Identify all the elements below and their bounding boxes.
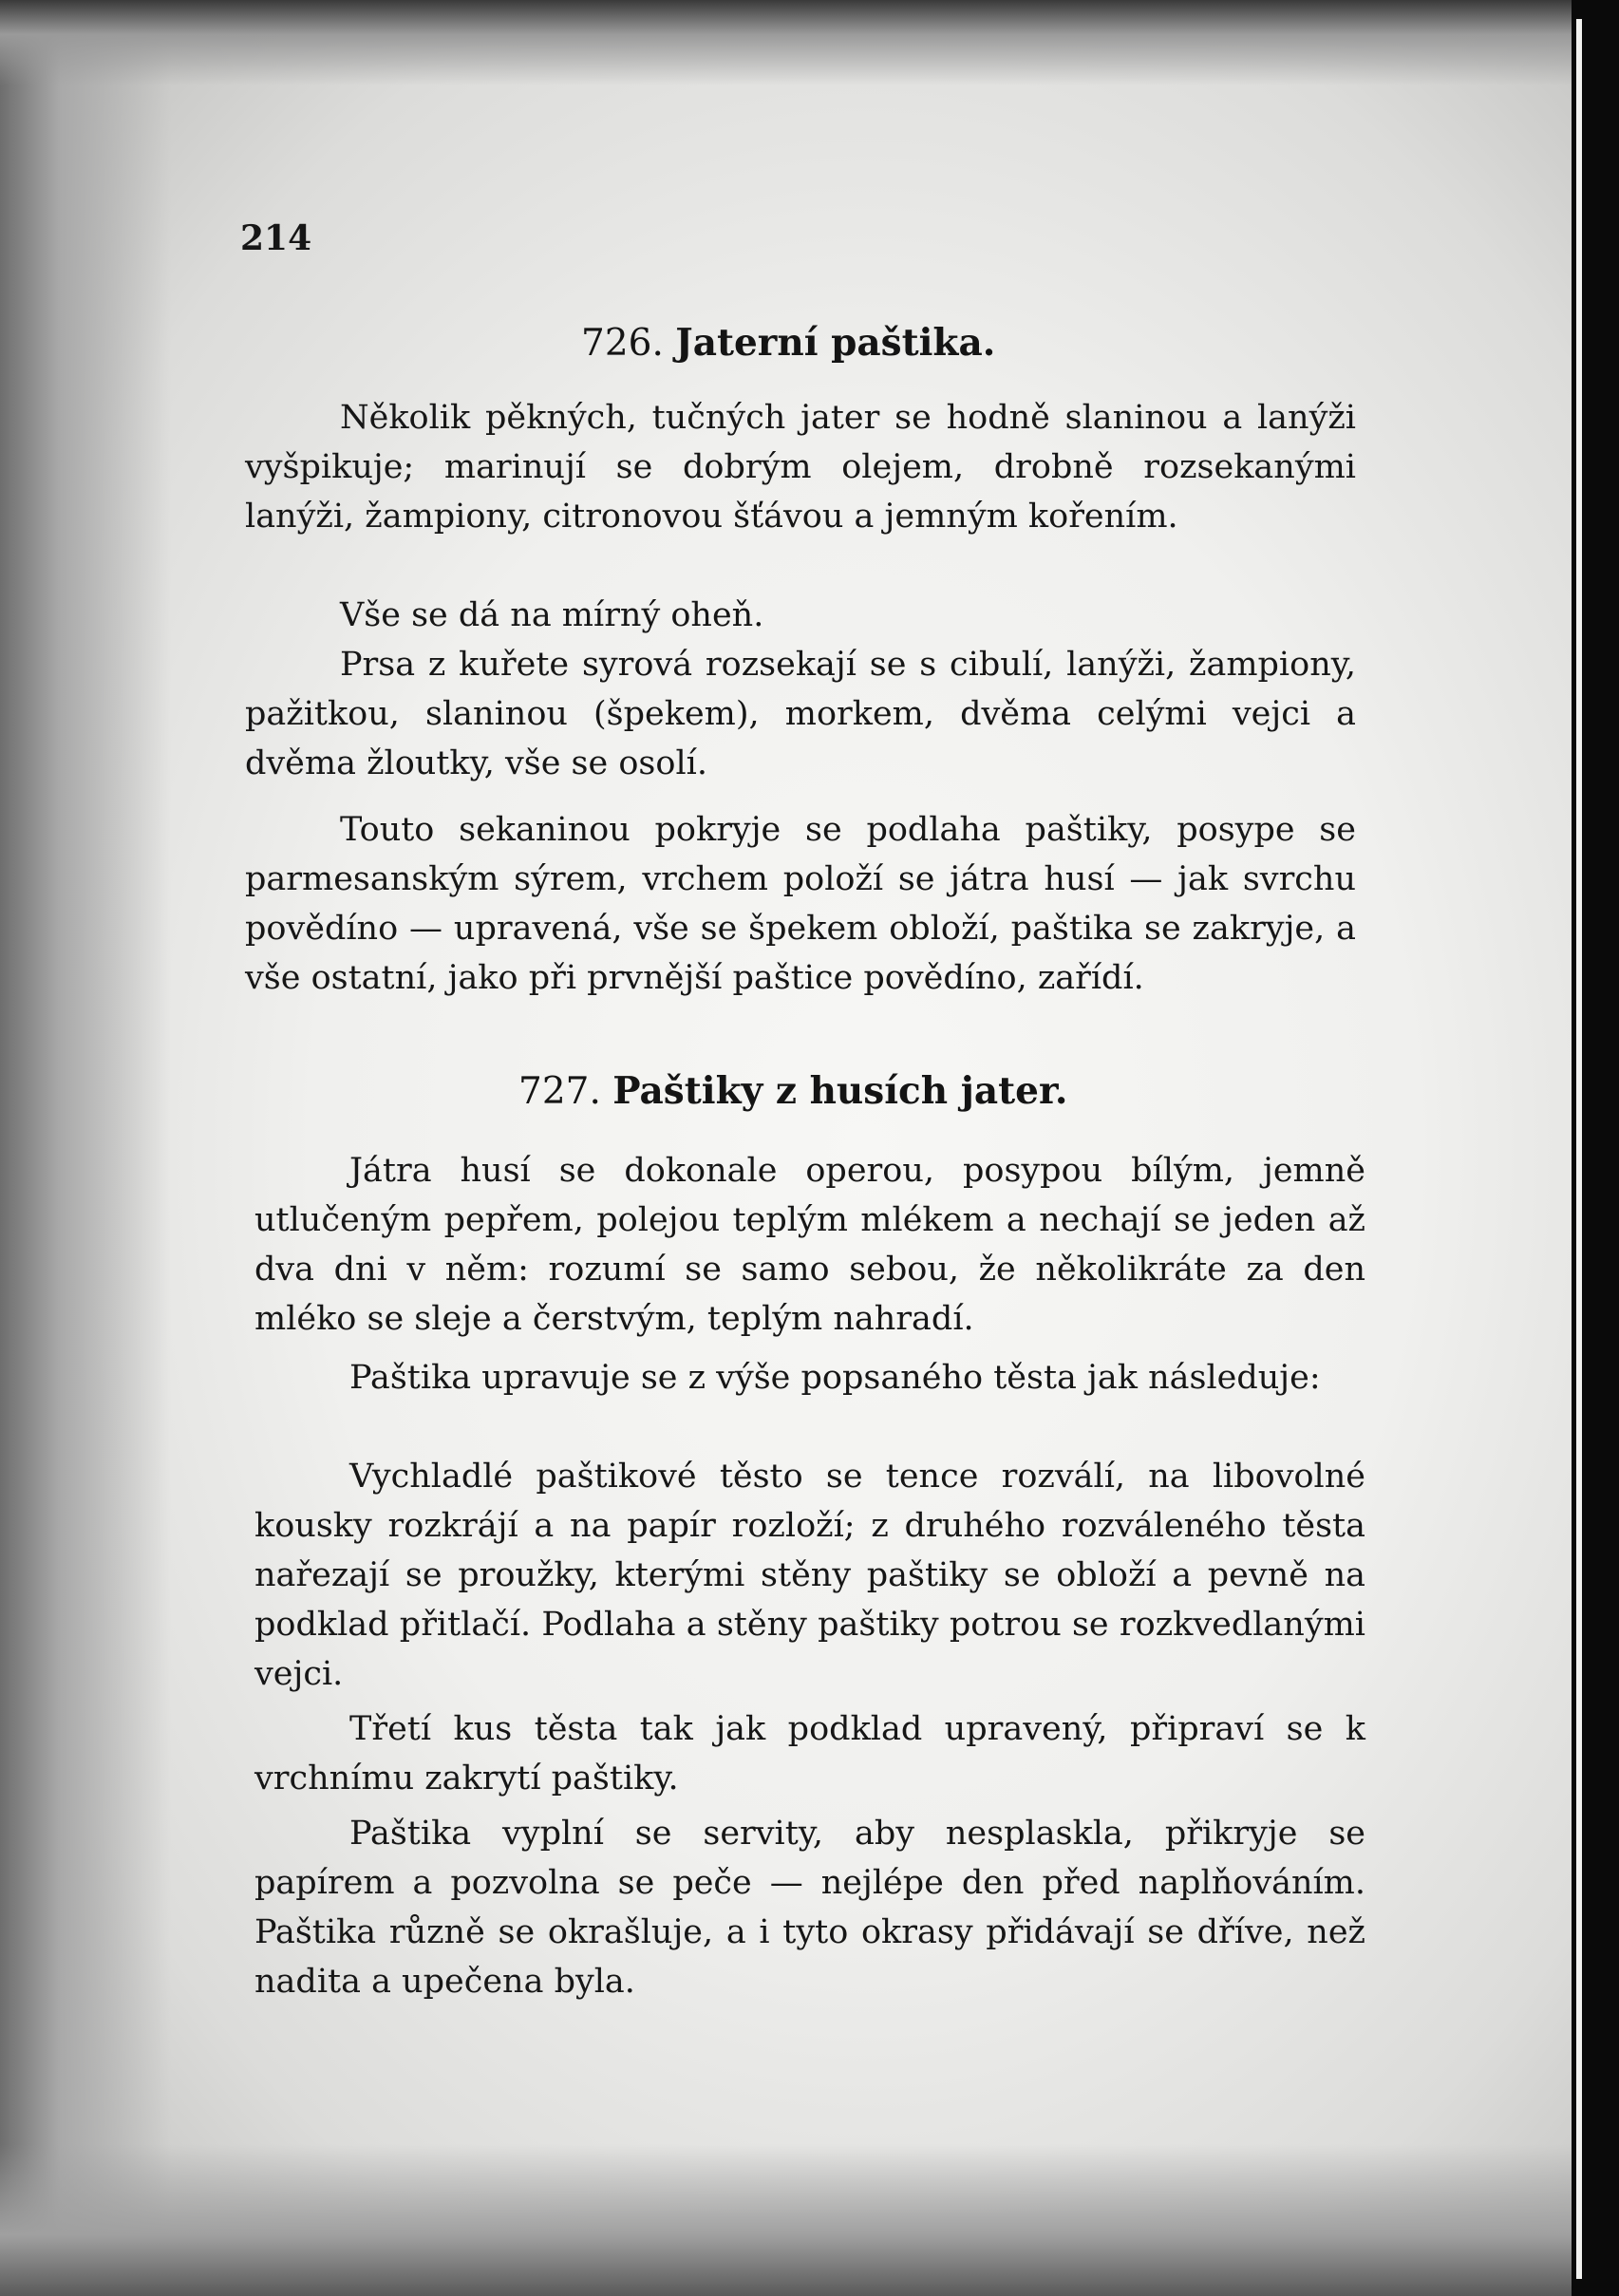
scan-shadow-bottom — [0, 2144, 1572, 2296]
recipe-title: Paštiky z husích jater. — [612, 1069, 1068, 1113]
recipe-number: 726. — [581, 322, 664, 365]
recipe-heading-726 — [581, 321, 995, 365]
scan-shadow-left — [0, 0, 171, 2296]
recipe-title: Jaterní paštika. — [675, 321, 996, 365]
paragraph: Prsa z kuřete syrová rozsekají se s cibulí, lanýži, žampiony, pažitkou, slaninou (špekem), morkem, dvěma celými vejci a dvěma žloutky, vše se osolí. — [245, 646, 1356, 782]
paragraph: Paštika upravuje se z výše popsaného těsta jak následuje: — [349, 1359, 1321, 1397]
paragraph: Paštika vyplní se servity, aby nesplaskla, přikryje se papírem a pozvolna se peče — nejlépe den před naplňováním. Paštika různě se okrašluje, a i tyto okrasy přidávají se dříve, než nadita a upečena byla. — [254, 1815, 1365, 2001]
paragraph: Játra husí se dokonale operou, posypou bílým, jemně utlučeným pepřem, polejou teplým mlékem a nechají se jeden až dva dni v něm: rozumí se samo sebou, že několikráte za den mléko se sleje a čerstvým, teplým nahradí. — [254, 1152, 1365, 1338]
paragraph: Několik pěkných, tučných jater se hodně slaninou a lanýži vyšpikuje; marinují se dobrým olejem, drobně rozsekanými lanýži, žampiony, citronovou šťávou a jemným kořením. — [245, 399, 1356, 536]
page-edge-line — [1576, 19, 1582, 2279]
paragraph: Vše se dá na mírný oheň. — [340, 596, 764, 634]
paragraph: Vychladlé paštikové těsto se tence rozválí, na libovolné kousky rozkrájí a na papír rozloží; z druhého rozváleného těsta nařezají se proužky, kterými stěny paštiky se obloží a pevně na podklad přitlačí. Podlaha a stěny paštiky potrou se rozkvedlanými vejci. — [254, 1458, 1365, 1693]
paragraph: Třetí kus těsta tak jak podklad upravený, připraví se k vrchnímu zakrytí paštiky. — [254, 1710, 1365, 1797]
page-number: 214 — [240, 218, 312, 258]
recipe-number: 727. — [518, 1070, 601, 1113]
scan-shadow-top — [0, 0, 1572, 85]
recipe-heading-727 — [518, 1069, 1068, 1113]
paragraph: Touto sekaninou pokryje se podlaha paštiky, posype se parmesanským sýrem, vrchem položí se játra husí — jak svrchu povědíno — upravená, vše se špekem obloží, paštika se zakryje, a vše ostatní, jako při prvnější paštice povědíno, zařídí. — [245, 811, 1356, 997]
